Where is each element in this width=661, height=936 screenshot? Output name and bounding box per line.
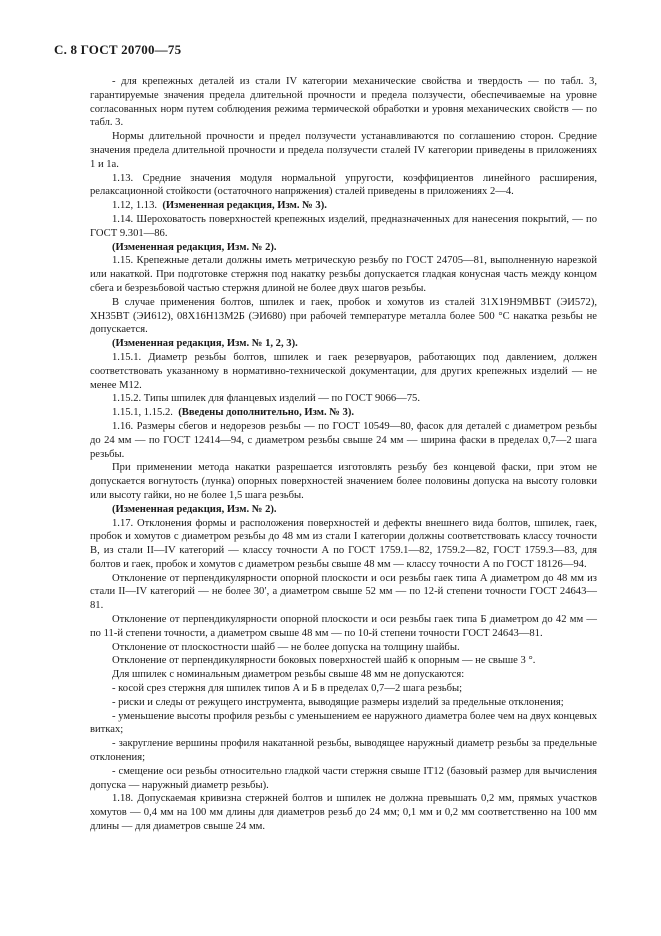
- paragraph: - для крепежных деталей из стали IV категории механические свойства и твердость — по табл. 3, гарантируемые значения предела длительной прочности и предела ползучести, обеспечиваемые на уровне согласованных норм путем соблюдения режима термической обработки и уровня механических свойств — по табл. 3.: [90, 76, 597, 129]
- amendment-note: (Введены дополнительно, Изм. № 3).: [178, 407, 355, 419]
- page-header: С. 8 ГОСТ 20700—75: [54, 42, 182, 57]
- paragraph: Отклонение от перпендикулярности боковых поверхностей шайб к опорным — не свыше 3 °.: [112, 655, 536, 667]
- amendment-line: [90, 406, 597, 420]
- amendment-note: (Измененная редакция, Изм. № 2).: [112, 241, 277, 253]
- clause-refs: 1.15.1, 1.15.2.: [112, 407, 173, 419]
- paragraph: 1.16. Размеры сбегов и недорезов резьбы — по ГОСТ 10549—80, фасок для деталей с диаметром резьбы до 24 мм — по ГОСТ 12414—94, с диаметром резьбы свыше 24 мм — ширина фаски в пределах 0,7—2 шага резьбы.: [90, 420, 597, 460]
- list-item: - закругление вершины профиля накатанной резьбы, выводящее наружный диаметр резьбы за предельные отклонения;: [90, 738, 597, 764]
- paragraph: Для шпилек с номинальным диаметром резьбы свыше 48 мм не допускаются:: [112, 669, 465, 681]
- paragraph: Нормы длительной прочности и предел ползучести устанавливаются по соглашению сторон. Средние значения предела длительной прочности и предела ползучести сталей IV категории приведены в приложениях 1 и 1а.: [90, 131, 597, 170]
- paragraph: 1.15.2. Типы шпилек для фланцевых изделий — по ГОСТ 9066—75.: [112, 393, 420, 405]
- paragraph: 1.18. Допускаемая кривизна стержней болтов и шпилек не должна превышать 0,2 мм, прямых участков хомутов — 0,4 мм на 100 мм длины для диаметров резьб до 24 мм; 0,1 мм и 0,2 мм соответственно на 100 мм длины — для диаметров свыше 24 мм.: [90, 793, 597, 833]
- amendment-note: (Измененная редакция, Изм. № 2).: [112, 503, 277, 515]
- list-item: - косой срез стержня для шпилек типов А и Б в пределах 0,7—2 шага резьбы;: [112, 683, 463, 695]
- paragraph: Отклонение от плоскостности шайб — не более допуска на толщину шайбы.: [112, 641, 460, 653]
- list-item: - смещение оси резьбы относительно гладкой части стержня свыше IT12 (базовый размер для вычисления допуска — наружный диаметр резьбы).: [90, 765, 597, 791]
- amendment-note: (Измененная редакция, Изм. № 3).: [162, 200, 327, 212]
- paragraph: При применении метода накатки разрешается изготовлять резьбу без концевой фаски, при этом не допускается вогнутость (лунка) опорных поверхностей значением более половины допуска на высоту головки или высоту гайки, но не более 1,5 шага резьбы.: [90, 462, 597, 501]
- paragraph: В случае применения болтов, шпилек и гаек, пробок и хомутов из сталей 31Х19Н9МВБТ (ЭИ572), ХН35ВТ (ЭИ612), 08Х16Н13М2Б (ЭИ680) при рабочей температуре металла более 500 °С накатка резьбы не допускается.: [90, 296, 597, 336]
- paragraph: 1.15.1. Диаметр резьбы болтов, шпилек и гаек резервуаров, работающих под давлением, должен соответствовать указанному в нормативно-технической документации, для других крепежных изделий — не менее М12.: [90, 351, 597, 391]
- document-body: [90, 75, 597, 834]
- paragraph: 1.13. Средние значения модуля нормальной упругости, коэффициентов линейного расширения, релаксационной стойкости (остаточного напряжения) сталей приведены в приложениях 2—4.: [90, 172, 597, 198]
- list-item: - уменьшение высоты профиля резьбы с уменьшением ее наружного диаметра более чем на двух концевых витках;: [90, 710, 597, 736]
- paragraph: 1.17. Отклонения формы и расположения поверхностей и дефекты внешнего вида болтов, шпилек, гаек, пробок и хомутов с диаметром резьбы до 48 мм из стали I категории должны соответствовать классу точности В, из стали II—IV категорий — классу точности А по ГОСТ 1759.1—82, 1759.2—82, ГОСТ 1759.3—83, для болтов и гаек, пробок и хомутов с диаметром резьбы свыше 48 мм — классу точности А по ГОСТ 18126—94.: [90, 517, 597, 570]
- list-item: - риски и следы от режущего инструмента, выводящие размеры изделий за предельные отклонения;: [112, 696, 564, 708]
- amendment-line: [90, 199, 597, 213]
- clause-refs: 1.12, 1.13.: [112, 200, 158, 212]
- paragraph: 1.15. Крепежные детали должны иметь метрическую резьбу по ГОСТ 24705—81, выполненную нарезкой или накаткой. При подготовке стержня под накатку резьбы допускается гладкая конусная часть между концом сбега и безрезьбовой частью стержня длиной не более двух шагов резьбы.: [90, 255, 597, 294]
- paragraph: Отклонение от перпендикулярности опорной плоскости и оси резьбы гаек типа А диаметром до 48 мм из стали II—IV категорий — не более 30′, а диаметром свыше 52 мм — по 12-й степени точности ГОСТ 24643—81.: [90, 572, 597, 612]
- paragraph: Отклонение от перпендикулярности опорной плоскости и оси резьбы гаек типа Б диаметром до 42 мм — по 11-й степени точности, а диаметром свыше 48 мм — по 10-й степени точности ГОСТ 24643—81.: [90, 614, 597, 639]
- paragraph: 1.14. Шероховатость поверхностей крепежных изделий, предназначенных для нанесения покрытий, — по ГОСТ 9.301—86.: [90, 213, 597, 239]
- amendment-note: (Измененная редакция, Изм. № 1, 2, 3).: [112, 338, 298, 350]
